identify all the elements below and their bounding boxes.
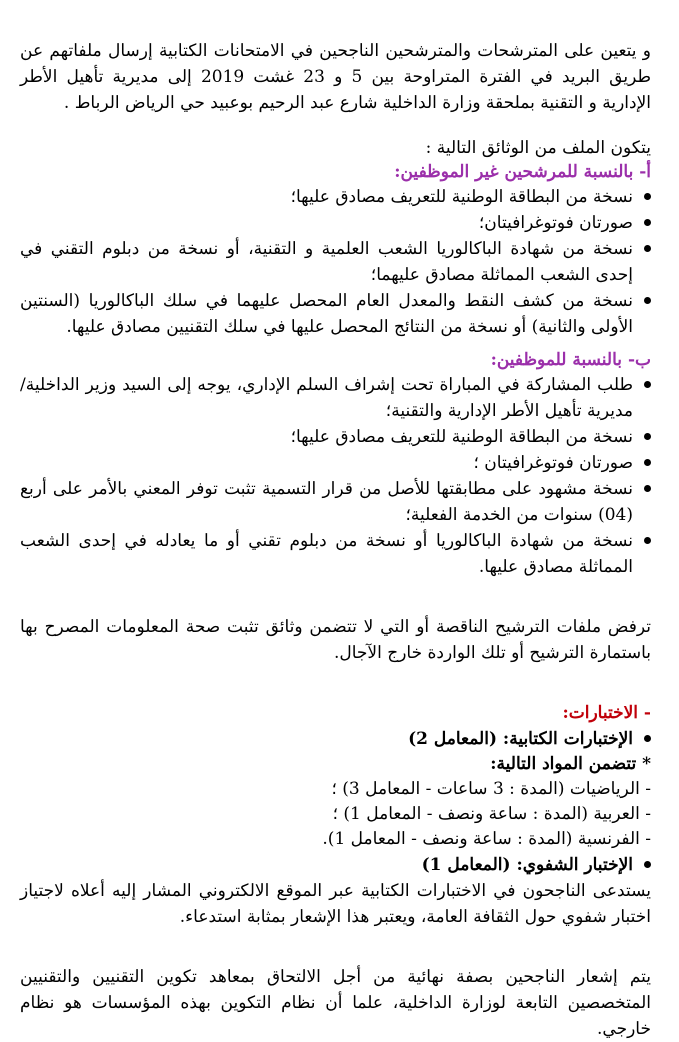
bullet-icon <box>644 861 651 868</box>
oral-exam-list <box>20 852 651 878</box>
list-item: نسخة من البطاقة الوطنية للتعريف مصادق عليها؛ <box>20 424 651 450</box>
subject-item: - الرياضيات (المدة : 3 ساعات - المعامل 3) ؛ <box>331 779 651 799</box>
list-item: نسخة من شهادة الباكالوريا الشعب العلمية و التقنية، أو نسخة من دبلوم التقني في إحدى الشعب المماثلة مصادق عليهما؛ <box>20 236 651 288</box>
list-item: نسخة من البطاقة الوطنية للتعريف مصادق عليها؛ <box>20 184 651 210</box>
list-item: نسخة مشهود على مطابقتها للأصل من قرار التسمية تثبت توفر المعني بالأمر على أربع (04) سنوات من الخدمة الفعلية؛ <box>20 476 651 528</box>
closing-paragraph: يتم إشعار الناجحين بصفة نهائية من أجل الالتحاق بمعاهد تكوين التقنيين والتقنيين المتخصصين التابعة لوزارة الداخلية، علما أن نظام التكوين بهذه المؤسسات هو نظام خارجي. <box>20 967 651 1039</box>
bullet-icon <box>644 459 651 466</box>
oral-exam-title: الإختبار الشفوي: (المعامل 1) <box>20 852 651 878</box>
section-b-heading: ب- بالنسبة للموظفين: <box>490 350 651 370</box>
written-exam-list <box>20 726 651 752</box>
bullet-icon <box>644 245 651 252</box>
subject-item: - العربية (المدة : ساعة ونصف - المعامل 1) ؛ <box>332 804 651 824</box>
bullet-icon <box>644 537 651 544</box>
section-a-heading: أ- بالنسبة للمرشحين غير الموظفين: <box>394 162 651 182</box>
oral-exam-text: يستدعى الناجحون في الاختبارات الكتابية عبر الموقع الالكتروني المشار إليه أعلاه لاجتياز اختبار شفوي حول الثقافة العامة، ويعتبر هذا الإشعار بمثابة استدعاء. <box>20 881 651 927</box>
bullet-icon <box>644 297 651 304</box>
intro-paragraph: و يتعين على المترشحات والمترشحين الناجحين في الامتحانات الكتابية إرسال ملفاتهم عن طريق البريد في الفترة المتراوحة بين 5 و 23 غشت 2019 إلى مديرية تأهيل الأطر الإدارية و التقنية بملحقة وزارة الداخلية شارع عبد الرحيم بوعبيد حي الرياض الرباط . <box>20 41 652 113</box>
section-b-list <box>20 372 651 580</box>
list-item: نسخة من شهادة الباكالوريا أو نسخة من دبلوم تقني أو ما يعادله في إحدى الشعب المماثلة مصادق عليها. <box>20 528 651 580</box>
list-item: نسخة من كشف النقط والمعدل العام المحصل عليهما في سلك الباكالوريا (السنتين الأولى والثانية) أو نسخة من النتائج المحصل عليها في سلك التقنيين مصادق عليها. <box>20 288 651 340</box>
list-item: صورتان فوتوغرافيتان ؛ <box>20 450 651 476</box>
file-intro: يتكون الملف من الوثائق التالية : <box>425 138 651 158</box>
bullet-icon <box>644 735 651 742</box>
bullet-icon <box>644 433 651 440</box>
bullet-icon <box>644 381 651 388</box>
bullet-icon <box>644 485 651 492</box>
bullet-icon <box>644 219 651 226</box>
rejection-paragraph: ترفض ملفات الترشيح الناقصة أو التي لا تتضمن وثائق تثبت صحة المعلومات المصرح بها باستمارة الترشيح أو تلك الواردة خارج الآجال. <box>20 617 651 663</box>
section-a-list <box>20 184 651 340</box>
list-item: صورتان فوتوغرافيتان؛ <box>20 210 651 236</box>
bullet-icon <box>644 193 651 200</box>
exams-heading: - الاختبارات: <box>562 703 651 723</box>
written-exam-title: الإختبارات الكتابية: (المعامل 2) <box>20 726 651 752</box>
subject-item: - الفرنسية (المدة : ساعة ونصف - المعامل 1). <box>322 829 651 849</box>
list-item: طلب المشاركة في المباراة تحت إشراف السلم الإداري، يوجه إلى السيد وزير الداخلية/ مديرية تأهيل الأطر الإدارية والتقنية؛ <box>20 372 651 424</box>
subjects-title: * تتضمن المواد التالية: <box>490 754 651 774</box>
